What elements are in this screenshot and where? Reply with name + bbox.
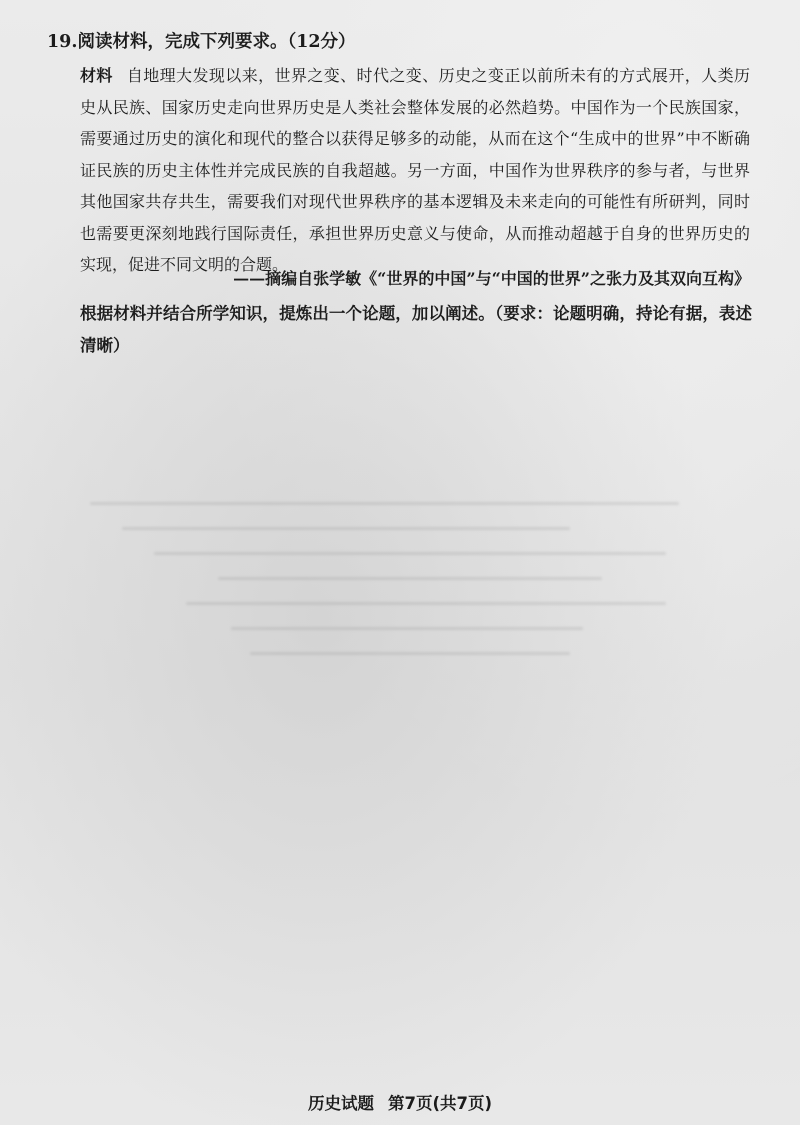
show-through-text [90, 480, 730, 740]
material-paragraph [80, 60, 750, 281]
material-label: 材料 [80, 66, 113, 85]
footer-subject: 历史试题 [307, 1094, 374, 1113]
footer-page-number: 第7页(共7页) [387, 1094, 493, 1113]
question-header: 19.阅读材料，完成下列要求。（12分） [47, 32, 356, 52]
page-footer [0, 1090, 800, 1114]
material-source: ——摘编自张学敏《“世界的中国”与“中国的世界”之张力及其双向互构》 [233, 269, 750, 288]
material-text: 自地理大发现以来，世界之变、时代之变、历史之变正以前所未有的方式展开，人类历史从民族、国家历史走向世界历史是人类社会整体发展的必然趋势。中国作为一个民族国家，需要通过历史的演化和现代的整合以获得足够多的动能，从而在这个“生成中的世界”中不断确证民族的历史主体性并完成民族的自我超越。另一方面，中国作为世界秩序的参与者，与世界其他国家共存共生，需要我们对现代世界秩序的基本逻辑及未来走向的可能性有所研判，同时也需要更深刻地践行国际责任，承担世界历史意义与使命，从而推动超越于自身的世界历史的实现，促进不同文明的合题。 [80, 66, 750, 274]
question-task: 根据材料并结合所学知识，提炼出一个论题，加以阐述。（要求：论题明确，持论有据，表述清晰） [80, 304, 752, 355]
